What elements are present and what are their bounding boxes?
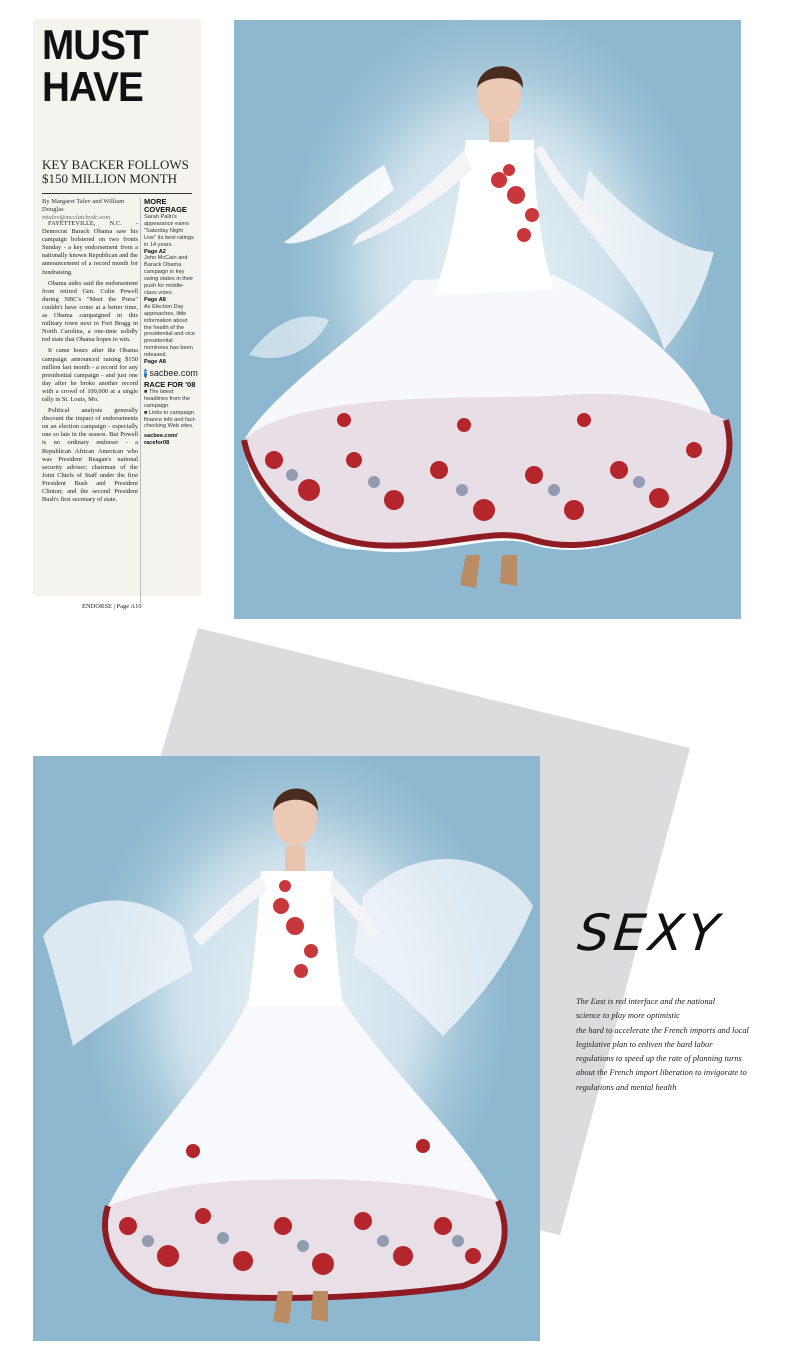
sacbee-logo	[144, 369, 196, 378]
sidebar-item: John McCain and Barack Obama campaign in key swing states in their push for middle-class votes.	[144, 255, 194, 296]
masthead-line-2: HAVE	[42, 63, 143, 110]
sidebar-item: Sarah Palin's appearance earns "Saturday Night Live" its best ratings in 14 years.	[144, 214, 194, 248]
sidebar-url: sacbee.com/ racefor08	[144, 433, 178, 447]
sidebar-title: MORE COVERAGE	[144, 197, 187, 214]
description-line: about the French import liberation to invigorate to	[576, 1068, 747, 1078]
race-title: RACE FOR '08	[144, 379, 196, 389]
masthead-line-1: MUST	[42, 21, 148, 68]
masthead	[42, 21, 148, 110]
description-line: The East is red interface and the national	[576, 997, 716, 1006]
sidebar-page-ref: Page A8	[144, 359, 166, 366]
sidebar-coverage	[144, 198, 196, 447]
feature-headline: SEXY	[574, 904, 726, 962]
chevron-right-icon: »	[144, 369, 148, 376]
sidebar-bullet: ■ The latest headlines from the campaign.	[144, 388, 191, 409]
news-headline: KEY BACKER FOLLOWS $150 MILLION MONTH	[42, 157, 189, 186]
column-divider	[140, 198, 141, 603]
dress-photo-standing	[33, 756, 540, 1341]
dress-photo-spinning	[234, 20, 741, 619]
article-paragraph: It came hours after the Obama campaign announced raising $150 million last month - a record for any presidential campaign - and just one day after he broke another record with a crowd of 100,000 at a single rally in St. Louis, Mo.	[42, 347, 138, 403]
article-body	[42, 220, 138, 507]
sidebar-item: As Election Day approaches, little information about the health of the presidential and vice presidential nominees has been released.	[144, 303, 195, 359]
newspaper-clipping	[34, 20, 200, 610]
description-line: science to play more optimistic	[576, 1011, 680, 1021]
sidebar-bullet: ■ Links to campaign finance info and fact-checking Web sites.	[144, 409, 196, 430]
description-line: the hard to accelerate the French imports and local	[576, 1025, 749, 1035]
byline	[42, 198, 138, 222]
article-paragraph: FAYETTEVILLE, N.C. - Democrat Barack Obama saw his campaign bolstered on two fronts Sunday - a key endorsement from a nationally known Republican and the announcement of a record month for fundraising.	[42, 220, 138, 276]
site-name: sacbee.com	[149, 367, 198, 378]
description-line: regulations to speed up the rate of planning turns	[576, 1054, 742, 1064]
description-line: legislative plan to enliven the hard labor	[576, 1039, 713, 1049]
dancer-illustration	[234, 20, 741, 619]
continuation-ref: ENDORSE | Page A10	[82, 603, 142, 610]
sidebar-page-ref: Page A2	[144, 248, 166, 255]
headline-rule	[42, 193, 192, 194]
article-paragraph: Obama aides said the endorsement from retired Gen. Colin Powell during NBC's "Meet the Press" couldn't have come at a better time, as Obama campaigned in this military town next to Fort Bragg in North Carolina, a one-time solidly red state that Obama hopes to win.	[42, 279, 138, 344]
feature-description	[576, 995, 776, 1095]
description-line: regulations and mental health	[576, 1082, 677, 1092]
byline-names: By Margaret Talev and William Douglas	[42, 198, 125, 213]
dancer-illustration	[33, 756, 540, 1341]
byline-email: mtalev@mcclatchydc.com	[42, 214, 111, 221]
sidebar-page-ref: Page A8	[144, 296, 166, 303]
article-paragraph: Political analysts generally discount the impact of endorsements on an election campaign - especially one so late in the season. But Powell is no ordinary endorser - a Republican African American who was President Reagan's national security adviser; chairman of the Joint Chiefs of Staff under the first President Bush and President Clinton; and the second President Bush's first secretary of state.	[42, 407, 138, 504]
